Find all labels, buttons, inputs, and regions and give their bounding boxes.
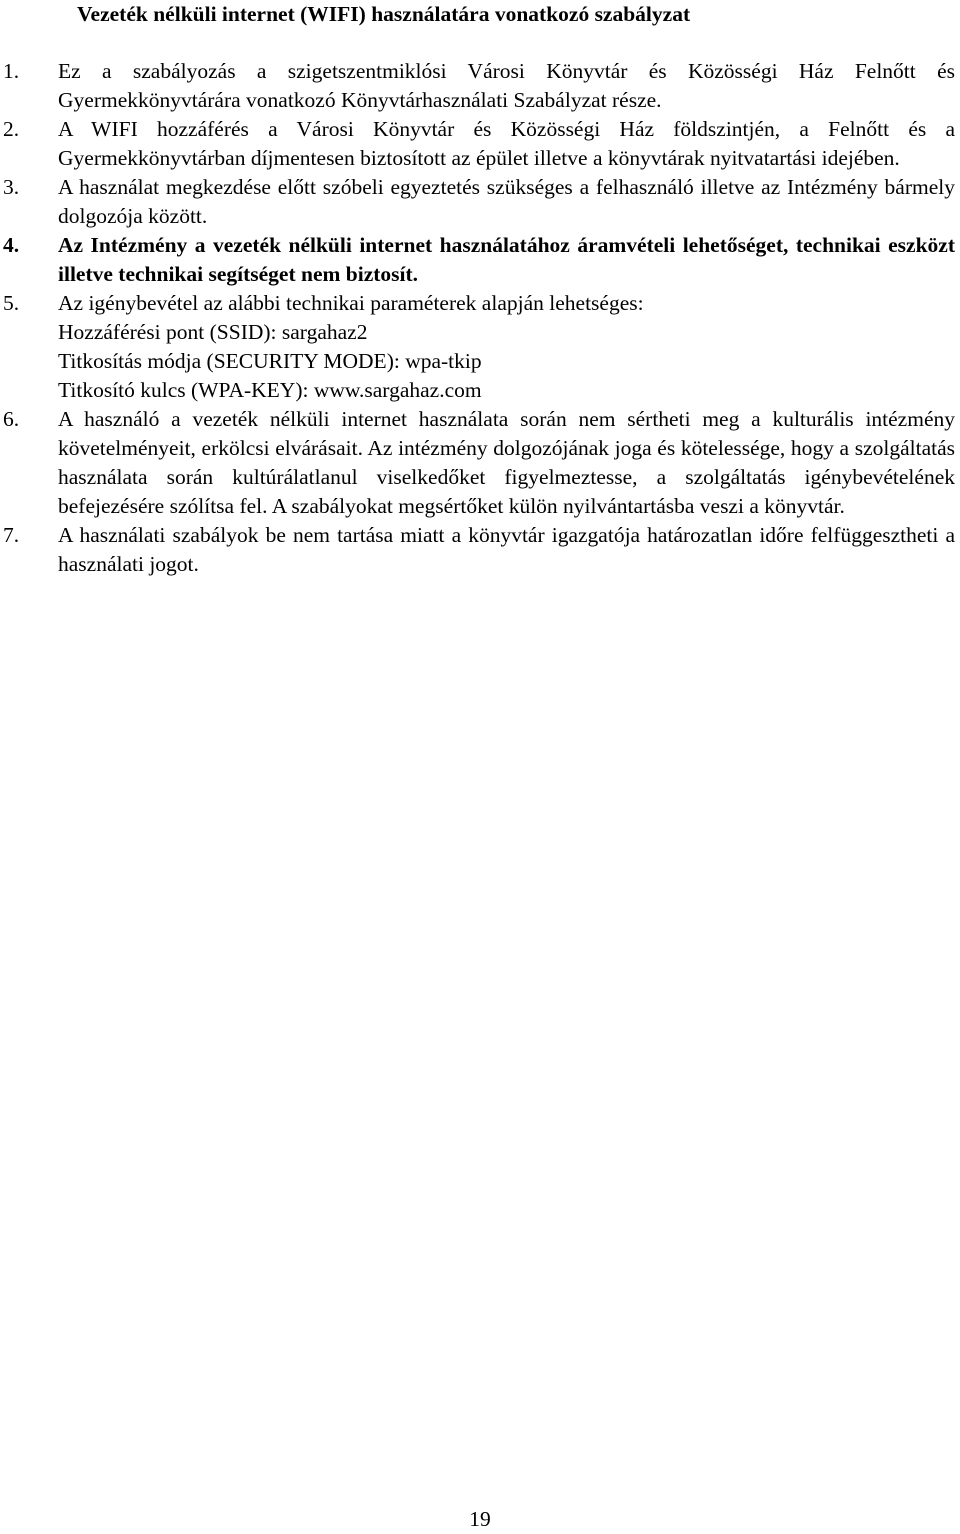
ssid-line: Hozzáférési pont (SSID): sargahaz2 — [58, 320, 368, 344]
rules-list — [0, 57, 960, 579]
item-text: Az Intézmény a vezeték nélküli internet használatához áramvételi lehetőséget, technikai eszközt illetve technikai segítséget nem biztosít. — [58, 233, 955, 286]
item-number: 3. — [3, 175, 20, 199]
item-number: 6. — [3, 407, 20, 431]
item-number: 5. — [3, 291, 20, 315]
document-title: Vezeték nélküli internet (WIFI) használatára vonatkozó szabályzat — [77, 2, 691, 26]
wpa-key-line: Titkosító kulcs (WPA-KEY): www.sargahaz.com — [58, 378, 482, 402]
item-text: A WIFI hozzáférés a Városi Könyvtár és Közösségi Ház földszintjén, a Felnőtt és a Gyermekkönyvtárban díjmentesen biztosított az épület illetve a könyvtárak nyitvatartási idejében. — [58, 117, 955, 170]
item-number: 1. — [3, 59, 20, 83]
item-text: Ez a szabályozás a szigetszentmiklósi Városi Könyvtár és Közösségi Ház Felnőtt és Gyermekkönyvtárára vonatkozó Könyvtárhasználati Szabályzat része. — [58, 59, 955, 112]
list-item — [0, 231, 960, 289]
list-item — [0, 289, 960, 405]
list-item — [0, 521, 960, 579]
item-number: 4. — [3, 233, 20, 257]
list-item — [0, 173, 960, 231]
list-item — [0, 57, 960, 115]
list-item — [0, 115, 960, 173]
security-mode-line: Titkosítás módja (SECURITY MODE): wpa-tkip — [58, 349, 482, 373]
list-item — [0, 405, 960, 521]
page-number: 19 — [469, 1507, 491, 1531]
item-text: A használat megkezdése előtt szóbeli egyeztetés szükséges a felhasználó illetve az Intézmény bármely dolgozója között. — [58, 175, 955, 228]
item-number: 7. — [3, 523, 20, 547]
item-text: A használati szabályok be nem tartása miatt a könyvtár igazgatója határozatlan időre felfüggesztheti a használati jogot. — [58, 523, 955, 576]
item-text: A használó a vezeték nélküli internet használata során nem sértheti meg a kulturális intézmény követelményeit, erkölcsi elvárásait. Az intézmény dolgozójának joga és kötelessége, hogy a szolgáltatás használata során kultúrálatlanul viselkedőket figyelmeztesse, a szolgáltatás igénybevételének befejezésére szólítsa fel. A szabályokat megsértőket külön nyilvántartásba veszi a könyvtár. — [58, 407, 955, 518]
item-number: 2. — [3, 117, 20, 141]
item-intro: Az igénybevétel az alábbi technikai paraméterek alapján lehetséges: — [58, 291, 644, 315]
